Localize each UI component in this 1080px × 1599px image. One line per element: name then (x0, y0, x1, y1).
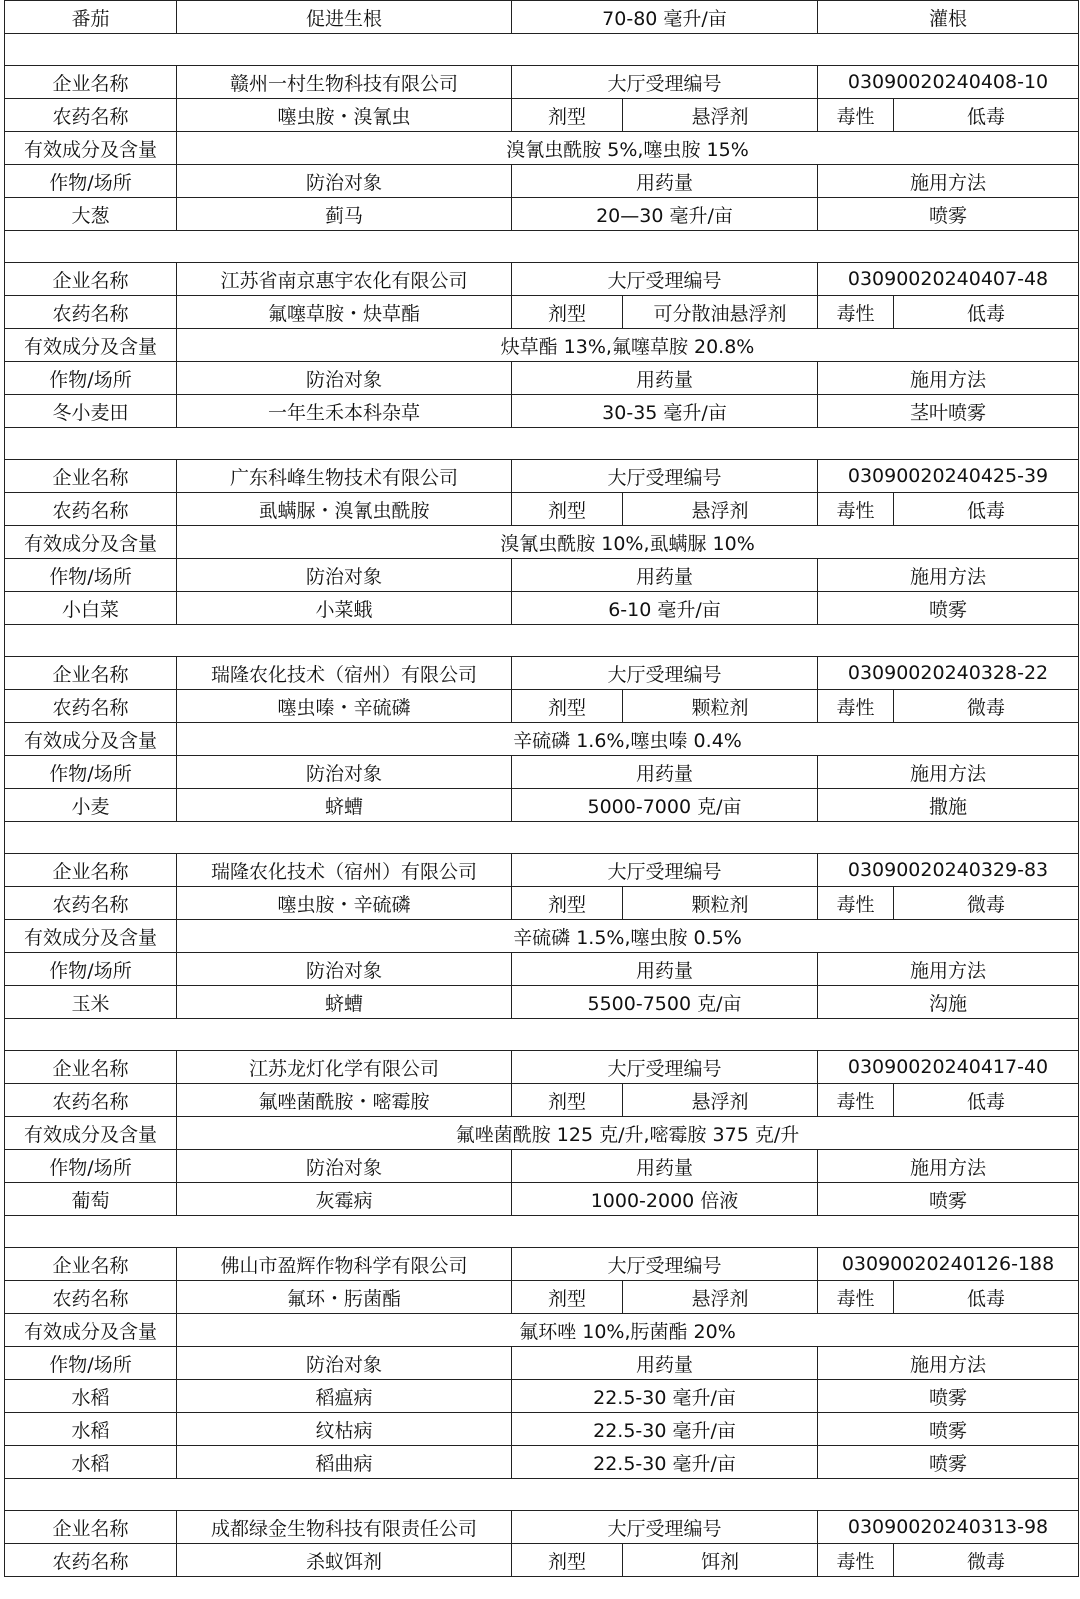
use-row (5, 395, 1079, 428)
formulation-value: 悬浮剂 (623, 493, 818, 526)
formulation-label: 剂型 (512, 690, 623, 723)
crop-cell: 玉米 (5, 986, 177, 1019)
toxicity-value: 微毒 (894, 690, 1079, 723)
ingredients-value: 辛硫磷 1.5%,噻虫胺 0.5% (177, 920, 1079, 953)
hall-number-value: 03090020240126-188 (818, 1248, 1079, 1281)
dosage-header: 用药量 (512, 559, 818, 592)
use-header-row (5, 362, 1079, 395)
target-header: 防治对象 (177, 165, 512, 198)
method-cell: 喷雾 (818, 198, 1079, 231)
toxicity-label: 毒性 (818, 296, 894, 329)
pesticide-row (5, 1084, 1079, 1117)
pesticide-row (5, 1544, 1079, 1577)
use-header-row (5, 1347, 1079, 1380)
pesticide-row (5, 690, 1079, 723)
hall-number-value: 03090020240313-98 (818, 1511, 1079, 1544)
target-header: 防治对象 (177, 1347, 512, 1380)
spacer-row (5, 1019, 1079, 1051)
use-header-row (5, 953, 1079, 986)
company-row (5, 854, 1079, 887)
method-header: 施用方法 (818, 953, 1079, 986)
hall-number-label: 大厅受理编号 (512, 1248, 818, 1281)
target-cell: 稻曲病 (177, 1446, 512, 1479)
pesticide-row (5, 1281, 1079, 1314)
spacer-row (5, 1216, 1079, 1248)
company-name: 成都绿金生物科技有限责任公司 (177, 1511, 512, 1544)
crop-header: 作物/场所 (5, 756, 177, 789)
dosage-cell: 5000-7000 克/亩 (512, 789, 818, 822)
ingredients-value: 氟唑菌酰胺 125 克/升,嘧霉胺 375 克/升 (177, 1117, 1079, 1150)
ingredients-row (5, 1117, 1079, 1150)
formulation-value: 颗粒剂 (623, 690, 818, 723)
method-cell: 喷雾 (818, 1183, 1079, 1216)
pesticide-name: 虱螨脲・溴氰虫酰胺 (177, 493, 512, 526)
table-body (5, 1, 1079, 1577)
pesticide-row (5, 493, 1079, 526)
hall-number-value: 03090020240328-22 (818, 657, 1079, 690)
crop-cell: 水稻 (5, 1446, 177, 1479)
company-row (5, 263, 1079, 296)
spacer-cell (5, 1479, 1079, 1511)
spacer-row (5, 822, 1079, 854)
toxicity-label: 毒性 (818, 1084, 894, 1117)
ingredients-label: 有效成分及含量 (5, 1117, 177, 1150)
toxicity-label: 毒性 (818, 493, 894, 526)
dosage-cell: 70-80 毫升/亩 (512, 1, 818, 34)
company-label: 企业名称 (5, 1248, 177, 1281)
formulation-label: 剂型 (512, 1544, 623, 1577)
target-cell: 小菜蛾 (177, 592, 512, 625)
company-name: 瑞隆农化技术（宿州）有限公司 (177, 854, 512, 887)
spacer-cell (5, 625, 1079, 657)
formulation-value: 悬浮剂 (623, 1281, 818, 1314)
use-header-row (5, 559, 1079, 592)
toxicity-label: 毒性 (818, 690, 894, 723)
target-cell: 一年生禾本科杂草 (177, 395, 512, 428)
company-row (5, 657, 1079, 690)
company-row (5, 1511, 1079, 1544)
target-header: 防治对象 (177, 953, 512, 986)
hall-number-label: 大厅受理编号 (512, 854, 818, 887)
crop-cell: 葡萄 (5, 1183, 177, 1216)
crop-cell: 冬小麦田 (5, 395, 177, 428)
hall-number-value: 03090020240408-10 (818, 66, 1079, 99)
dosage-cell: 30-35 毫升/亩 (512, 395, 818, 428)
pesticide-name: 杀蚁饵剂 (177, 1544, 512, 1577)
company-label: 企业名称 (5, 657, 177, 690)
use-row (5, 1183, 1079, 1216)
use-row (5, 1446, 1079, 1479)
toxicity-label: 毒性 (818, 1281, 894, 1314)
company-label: 企业名称 (5, 460, 177, 493)
spacer-cell (5, 428, 1079, 460)
toxicity-value: 低毒 (894, 1281, 1079, 1314)
company-name: 赣州一村生物科技有限公司 (177, 66, 512, 99)
company-label: 企业名称 (5, 263, 177, 296)
pesticide-row (5, 99, 1079, 132)
target-cell: 蛴螬 (177, 986, 512, 1019)
ingredients-label: 有效成分及含量 (5, 723, 177, 756)
spacer-row (5, 428, 1079, 460)
ingredients-row (5, 526, 1079, 559)
crop-header: 作物/场所 (5, 953, 177, 986)
target-cell: 灰霉病 (177, 1183, 512, 1216)
pesticide-label: 农药名称 (5, 1544, 177, 1577)
company-name: 江苏龙灯化学有限公司 (177, 1051, 512, 1084)
hall-number-value: 03090020240407-48 (818, 263, 1079, 296)
hall-number-label: 大厅受理编号 (512, 657, 818, 690)
pesticide-name: 噻虫胺・辛硫磷 (177, 887, 512, 920)
spacer-row (5, 34, 1079, 66)
ingredients-label: 有效成分及含量 (5, 329, 177, 362)
ingredients-value: 溴氰虫酰胺 5%,噻虫胺 15% (177, 132, 1079, 165)
use-row (5, 1413, 1079, 1446)
pesticide-name: 氟唑菌酰胺・嘧霉胺 (177, 1084, 512, 1117)
use-row (5, 1380, 1079, 1413)
method-cell: 茎叶喷雾 (818, 395, 1079, 428)
dosage-header: 用药量 (512, 1150, 818, 1183)
toxicity-value: 低毒 (894, 1084, 1079, 1117)
toxicity-label: 毒性 (818, 887, 894, 920)
ingredients-row (5, 1314, 1079, 1347)
formulation-value: 可分散油悬浮剂 (623, 296, 818, 329)
spacer-cell (5, 231, 1079, 263)
toxicity-value: 低毒 (894, 493, 1079, 526)
company-name: 广东科峰生物技术有限公司 (177, 460, 512, 493)
method-header: 施用方法 (818, 362, 1079, 395)
company-name: 江苏省南京惠宇农化有限公司 (177, 263, 512, 296)
hall-number-label: 大厅受理编号 (512, 460, 818, 493)
pesticide-label: 农药名称 (5, 1281, 177, 1314)
method-cell: 撒施 (818, 789, 1079, 822)
dosage-cell: 22.5-30 毫升/亩 (512, 1413, 818, 1446)
target-header: 防治对象 (177, 756, 512, 789)
method-cell: 喷雾 (818, 1413, 1079, 1446)
use-row (5, 986, 1079, 1019)
method-header: 施用方法 (818, 559, 1079, 592)
method-cell: 喷雾 (818, 592, 1079, 625)
company-row (5, 460, 1079, 493)
company-row (5, 66, 1079, 99)
target-header: 防治对象 (177, 1150, 512, 1183)
formulation-label: 剂型 (512, 99, 623, 132)
ingredients-row (5, 920, 1079, 953)
pesticide-name: 氟环・肟菌酯 (177, 1281, 512, 1314)
ingredients-row (5, 723, 1079, 756)
dosage-cell: 6-10 毫升/亩 (512, 592, 818, 625)
ingredients-label: 有效成分及含量 (5, 526, 177, 559)
hall-number-label: 大厅受理编号 (512, 263, 818, 296)
hall-number-value: 03090020240425-39 (818, 460, 1079, 493)
formulation-label: 剂型 (512, 887, 623, 920)
formulation-value: 饵剂 (623, 1544, 818, 1577)
spacer-row (5, 1479, 1079, 1511)
use-row (5, 592, 1079, 625)
method-cell: 喷雾 (818, 1380, 1079, 1413)
company-label: 企业名称 (5, 1511, 177, 1544)
ingredients-value: 辛硫磷 1.6%,噻虫嗪 0.4% (177, 723, 1079, 756)
use-header-row (5, 756, 1079, 789)
spacer-cell (5, 1019, 1079, 1051)
company-name: 佛山市盈辉作物科学有限公司 (177, 1248, 512, 1281)
pesticide-label: 农药名称 (5, 99, 177, 132)
dosage-cell: 1000-2000 倍液 (512, 1183, 818, 1216)
hall-number-value: 03090020240417-40 (818, 1051, 1079, 1084)
method-header: 施用方法 (818, 1150, 1079, 1183)
toxicity-label: 毒性 (818, 1544, 894, 1577)
pesticide-label: 农药名称 (5, 493, 177, 526)
crop-header: 作物/场所 (5, 1150, 177, 1183)
crop-header: 作物/场所 (5, 165, 177, 198)
dosage-header: 用药量 (512, 165, 818, 198)
crop-cell: 小白菜 (5, 592, 177, 625)
target-cell: 稻瘟病 (177, 1380, 512, 1413)
pesticide-label: 农药名称 (5, 690, 177, 723)
crop-cell: 水稻 (5, 1413, 177, 1446)
ingredients-value: 炔草酯 13%,氟噻草胺 20.8% (177, 329, 1079, 362)
crop-cell: 大葱 (5, 198, 177, 231)
formulation-value: 颗粒剂 (623, 887, 818, 920)
target-cell: 蓟马 (177, 198, 512, 231)
ingredients-label: 有效成分及含量 (5, 920, 177, 953)
pesticide-row (5, 887, 1079, 920)
method-header: 施用方法 (818, 165, 1079, 198)
crop-header: 作物/场所 (5, 1347, 177, 1380)
ingredients-value: 溴氰虫酰胺 10%,虱螨脲 10% (177, 526, 1079, 559)
use-row (5, 789, 1079, 822)
company-label: 企业名称 (5, 854, 177, 887)
dosage-cell: 22.5-30 毫升/亩 (512, 1380, 818, 1413)
spacer-row (5, 625, 1079, 657)
toxicity-value: 微毒 (894, 887, 1079, 920)
pesticide-name: 噻虫嗪・辛硫磷 (177, 690, 512, 723)
toxicity-value: 微毒 (894, 1544, 1079, 1577)
dosage-cell: 5500-7500 克/亩 (512, 986, 818, 1019)
target-cell: 促进生根 (177, 1, 512, 34)
company-row (5, 1051, 1079, 1084)
method-cell: 沟施 (818, 986, 1079, 1019)
company-name: 瑞隆农化技术（宿州）有限公司 (177, 657, 512, 690)
company-row (5, 1248, 1079, 1281)
dosage-header: 用药量 (512, 1347, 818, 1380)
company-label: 企业名称 (5, 66, 177, 99)
pesticide-label: 农药名称 (5, 1084, 177, 1117)
target-header: 防治对象 (177, 559, 512, 592)
crop-cell: 小麦 (5, 789, 177, 822)
dosage-header: 用药量 (512, 756, 818, 789)
use-header-row (5, 1150, 1079, 1183)
formulation-label: 剂型 (512, 1281, 623, 1314)
target-cell: 蛴螬 (177, 789, 512, 822)
method-cell: 喷雾 (818, 1446, 1079, 1479)
pesticide-name: 氟噻草胺・炔草酯 (177, 296, 512, 329)
formulation-label: 剂型 (512, 296, 623, 329)
target-header: 防治对象 (177, 362, 512, 395)
target-cell: 纹枯病 (177, 1413, 512, 1446)
formulation-value: 悬浮剂 (623, 99, 818, 132)
crop-header: 作物/场所 (5, 559, 177, 592)
ingredients-row (5, 329, 1079, 362)
pesticide-name: 噻虫胺・溴氰虫 (177, 99, 512, 132)
spacer-row (5, 231, 1079, 263)
ingredients-value: 氟环唑 10%,肟菌酯 20% (177, 1314, 1079, 1347)
ingredients-label: 有效成分及含量 (5, 132, 177, 165)
crop-header: 作物/场所 (5, 362, 177, 395)
hall-number-label: 大厅受理编号 (512, 1051, 818, 1084)
company-label: 企业名称 (5, 1051, 177, 1084)
spacer-cell (5, 822, 1079, 854)
pesticide-row (5, 296, 1079, 329)
pesticide-label: 农药名称 (5, 887, 177, 920)
dosage-cell: 22.5-30 毫升/亩 (512, 1446, 818, 1479)
hall-number-label: 大厅受理编号 (512, 1511, 818, 1544)
crop-cell: 番茄 (5, 1, 177, 34)
method-cell: 灌根 (818, 1, 1079, 34)
crop-cell: 水稻 (5, 1380, 177, 1413)
dosage-header: 用药量 (512, 953, 818, 986)
formulation-label: 剂型 (512, 493, 623, 526)
spacer-cell (5, 1216, 1079, 1248)
toxicity-value: 低毒 (894, 99, 1079, 132)
formulation-label: 剂型 (512, 1084, 623, 1117)
top-use-row (5, 1, 1079, 34)
use-header-row (5, 165, 1079, 198)
formulation-value: 悬浮剂 (623, 1084, 818, 1117)
use-row (5, 198, 1079, 231)
method-header: 施用方法 (818, 756, 1079, 789)
pesticide-registration-table (4, 0, 1079, 1577)
hall-number-label: 大厅受理编号 (512, 66, 818, 99)
ingredients-row (5, 132, 1079, 165)
dosage-header: 用药量 (512, 362, 818, 395)
method-header: 施用方法 (818, 1347, 1079, 1380)
ingredients-label: 有效成分及含量 (5, 1314, 177, 1347)
spacer-cell (5, 34, 1079, 66)
toxicity-label: 毒性 (818, 99, 894, 132)
hall-number-value: 03090020240329-83 (818, 854, 1079, 887)
toxicity-value: 低毒 (894, 296, 1079, 329)
pesticide-label: 农药名称 (5, 296, 177, 329)
dosage-cell: 20—30 毫升/亩 (512, 198, 818, 231)
